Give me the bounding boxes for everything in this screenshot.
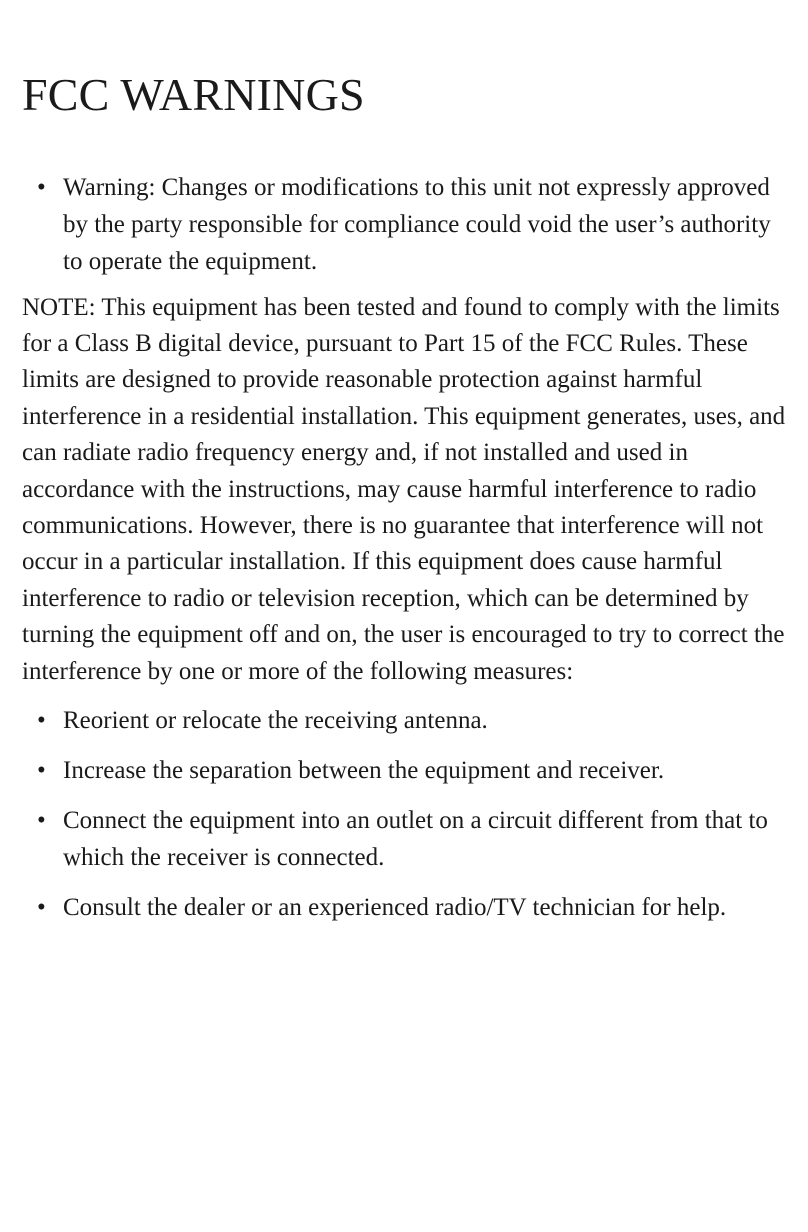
page-title: FCC WARNINGS bbox=[22, 69, 365, 120]
bullet-icon: • bbox=[37, 173, 46, 201]
list-item bbox=[22, 169, 794, 280]
measure-text: Consult the dealer or an experienced radio/TV technician for help. bbox=[63, 894, 727, 922]
measure-text: Connect the equipment into an outlet on a circuit different from that to which the receiver is connected. bbox=[63, 807, 768, 872]
list-item bbox=[22, 702, 794, 739]
list-item bbox=[22, 889, 794, 926]
bullet-icon: • bbox=[37, 807, 46, 835]
measure-text: Increase the separation between the equipment and receiver. bbox=[63, 757, 665, 785]
bullet-icon: • bbox=[37, 707, 46, 735]
bullet-icon: • bbox=[37, 894, 46, 922]
list-item bbox=[22, 802, 794, 876]
measure-text: Reorient or relocate the receiving antenna. bbox=[63, 707, 488, 735]
warning-text: Warning: Changes or modifications to this unit not expressly approved by the party responsible for compliance could void the user’s authority to operate the equipment. bbox=[63, 173, 771, 275]
list-item bbox=[22, 752, 794, 789]
bullet-icon: • bbox=[37, 757, 46, 785]
warning-list bbox=[22, 169, 794, 280]
measures-list bbox=[22, 702, 794, 926]
document-page bbox=[22, 70, 794, 939]
note-paragraph: NOTE: This equipment has been tested and found to comply with the limits for a Class B digital device, pursuant to Part 15 of the FCC Rules. These limits are designed to provide reasonable protection against harmful interference in a residential installation. This equipment generates, uses, and can radiate radio frequency energy and, if not installed and used in accordance with the instructions, may cause harmful interference to radio communications. However, there is no guarantee that interference will not occur in a particular installation. If this equipment does cause harmful interference to radio or television reception, which can be determined by turning the equipment off and on, the user is encouraged to try to correct the interference by one or more of the following measures: bbox=[22, 293, 786, 685]
